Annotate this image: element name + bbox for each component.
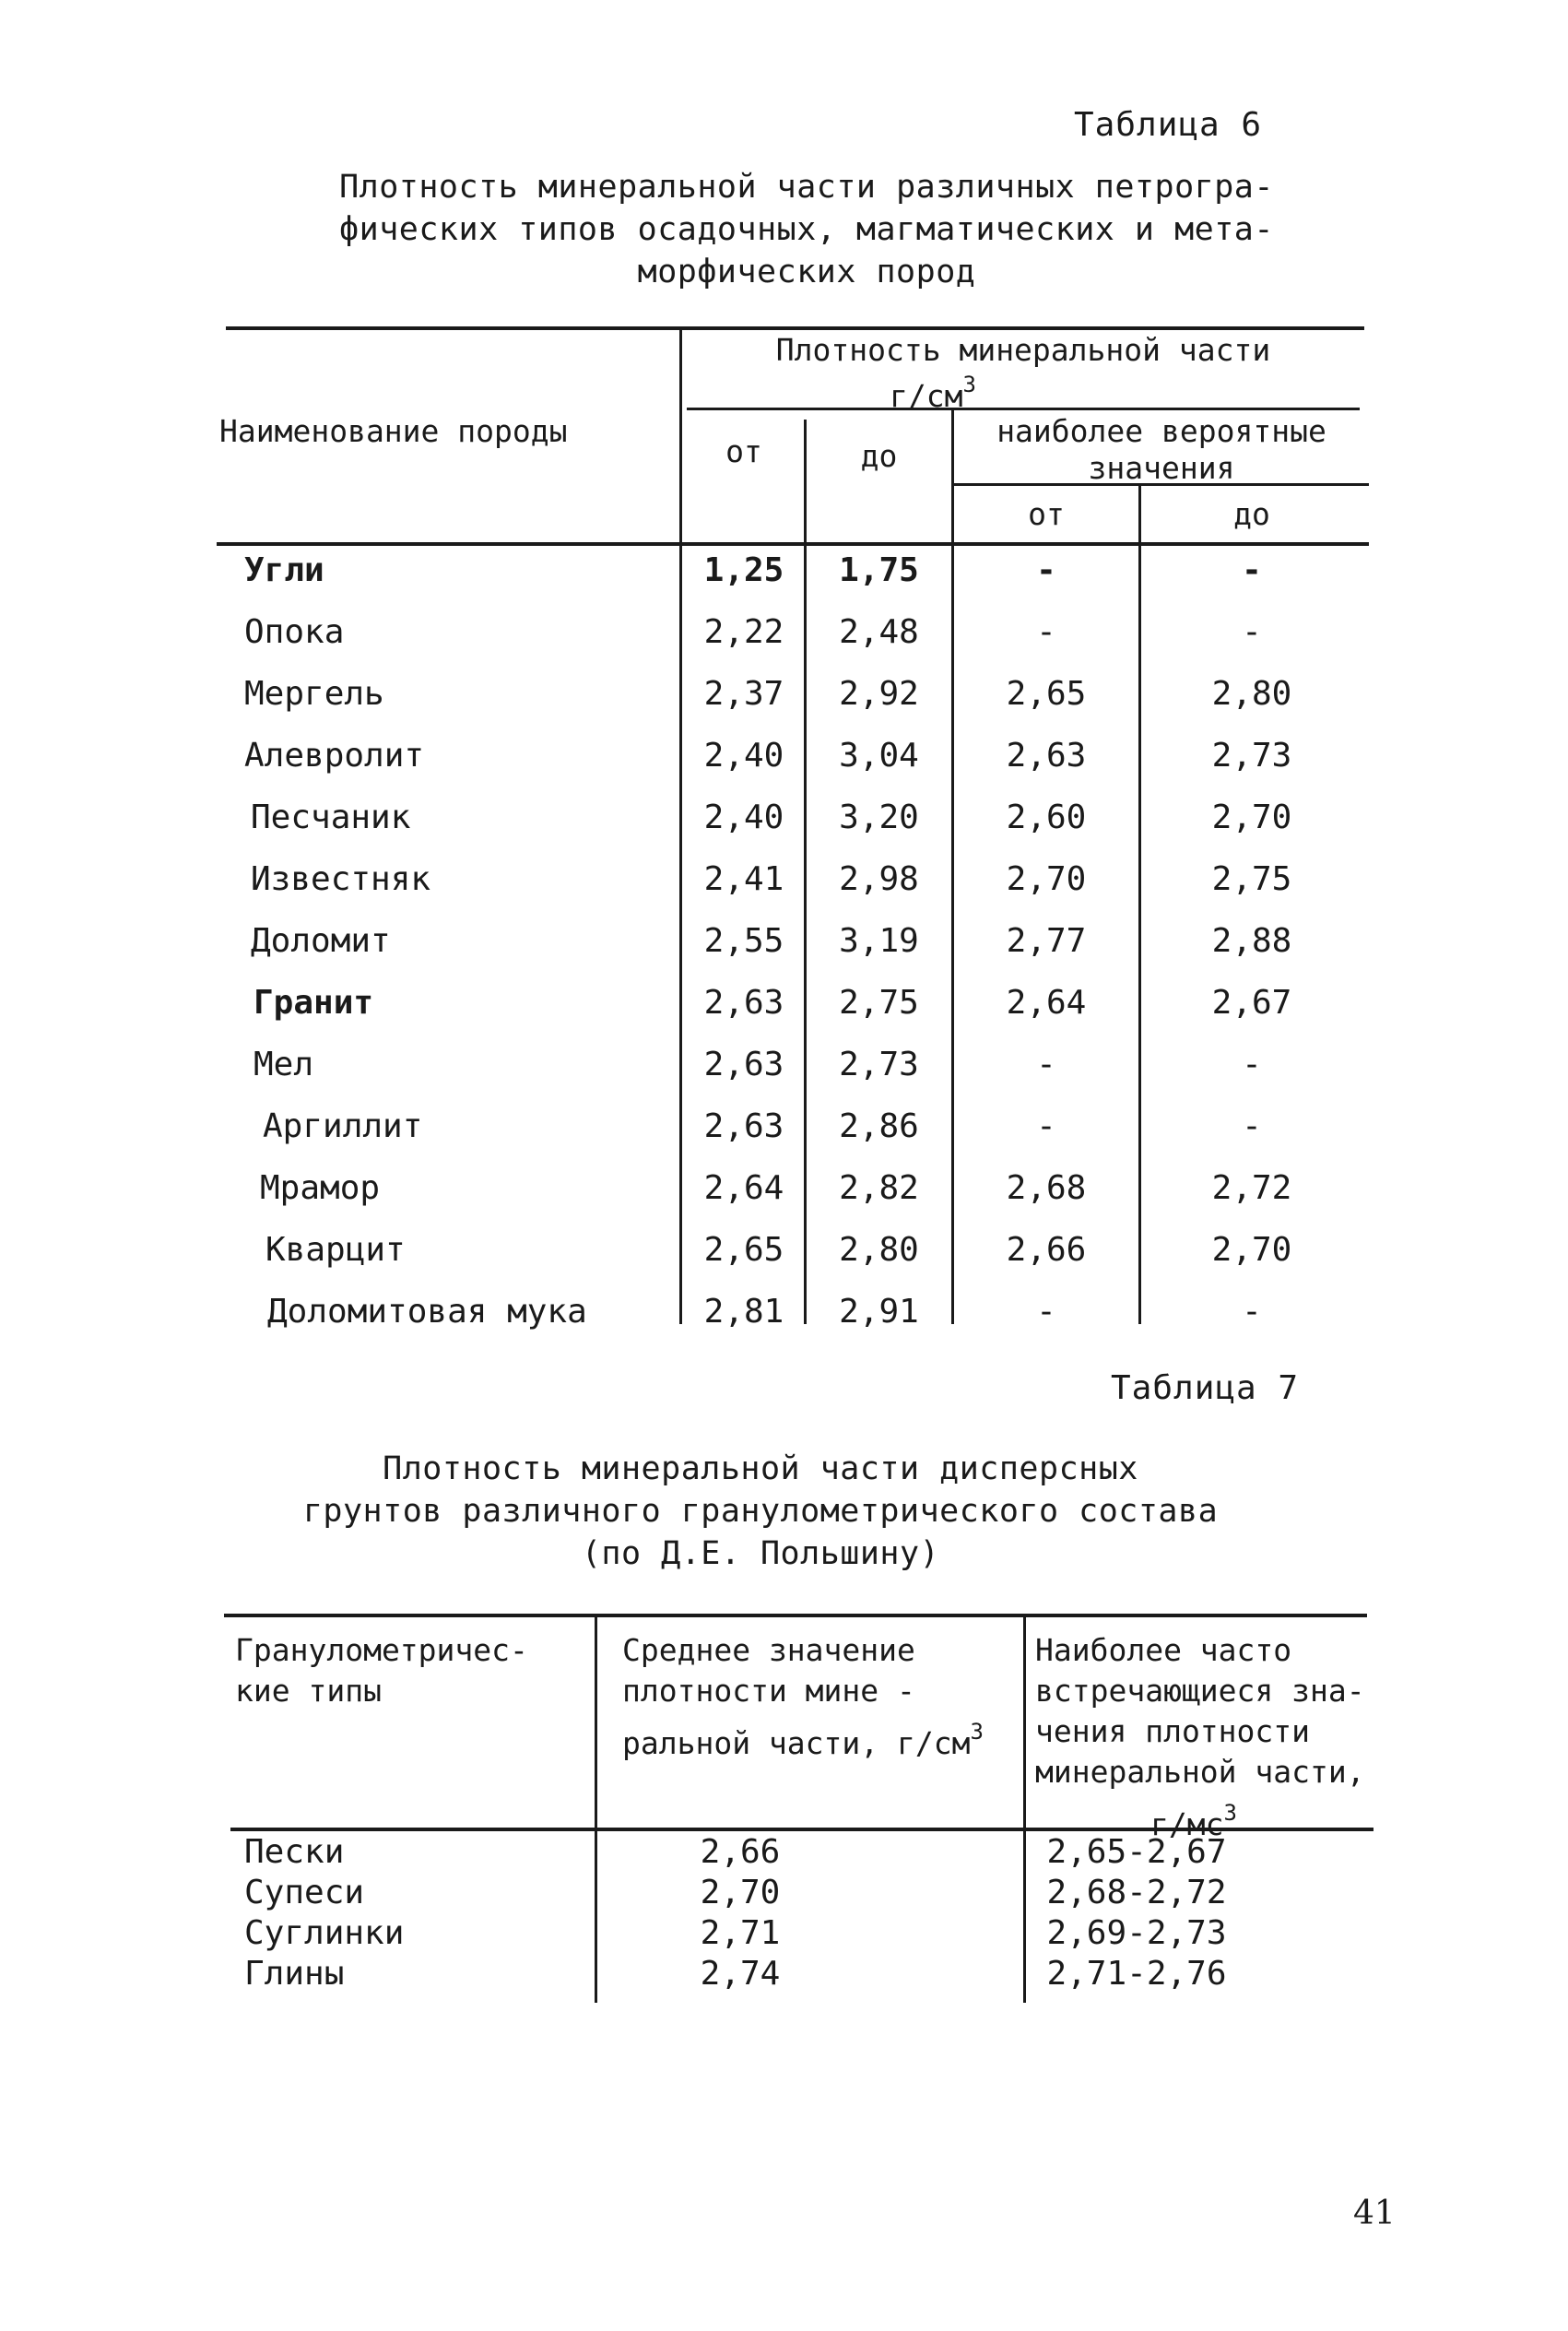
density-from: 2,22 xyxy=(703,613,784,651)
density-to: 2,92 xyxy=(839,675,919,713)
rock-name: Известняк xyxy=(251,860,431,898)
density-from: 2,63 xyxy=(703,1107,784,1145)
density-range: 2,71-2,76 xyxy=(1046,1955,1227,1993)
table6-row xyxy=(0,1293,1568,1348)
probable-to: 2,73 xyxy=(1211,737,1292,775)
table6-header-to: до xyxy=(860,438,898,474)
table6-row xyxy=(0,1231,1568,1286)
rock-name: Угли xyxy=(244,551,324,589)
table7-row xyxy=(0,1955,1568,1995)
density-to: 2,80 xyxy=(839,1231,919,1269)
mean-density: 2,74 xyxy=(700,1955,781,1993)
probable-to: 2,80 xyxy=(1211,675,1292,713)
table6-row xyxy=(0,675,1568,730)
table6-top-rule xyxy=(226,326,1364,330)
density-from: 2,65 xyxy=(703,1231,784,1269)
table6-row xyxy=(0,1107,1568,1163)
table7-caption-line: (по Д.Е. Польшину) xyxy=(581,1535,940,1572)
table7-row xyxy=(0,1833,1568,1874)
table6-row xyxy=(0,984,1568,1039)
probable-from: 2,64 xyxy=(1006,984,1087,1022)
rock-name: Мел xyxy=(253,1046,314,1083)
table6-row xyxy=(0,799,1568,854)
table6-caption-line: морфических пород xyxy=(637,254,976,290)
table6-header-prob-to: до xyxy=(1233,496,1270,532)
probable-from: 2,65 xyxy=(1006,675,1087,713)
density-from: 2,40 xyxy=(703,737,784,775)
density-range: 2,68-2,72 xyxy=(1046,1874,1227,1911)
soil-type: Глины xyxy=(244,1955,345,1993)
probable-to: - xyxy=(1242,1293,1262,1331)
table6-row xyxy=(0,737,1568,792)
density-to: 2,75 xyxy=(839,984,919,1022)
density-to: 1,75 xyxy=(839,551,919,589)
table7-row xyxy=(0,1914,1568,1955)
probable-to: 2,70 xyxy=(1211,1231,1292,1269)
density-from: 2,63 xyxy=(703,984,784,1022)
density-from: 2,63 xyxy=(703,1046,784,1083)
table6-row xyxy=(0,613,1568,669)
probable-from: - xyxy=(1036,1107,1056,1145)
density-to: 2,82 xyxy=(839,1169,919,1207)
probable-to: 2,75 xyxy=(1211,860,1292,898)
density-from: 1,25 xyxy=(703,551,784,589)
table6-header-unit: $г/см^3$ xyxy=(890,372,976,414)
rock-name: Мрамор xyxy=(260,1169,381,1207)
table7-header-type: Гранулометричес- кие типы xyxy=(235,1632,528,1709)
probable-to: 2,70 xyxy=(1211,799,1292,836)
table6-caption-line: фических типов осадочных, магматических и мета- xyxy=(339,211,1274,248)
density-range: 2,69-2,73 xyxy=(1046,1914,1227,1952)
table6-caption xyxy=(277,166,1337,293)
table7-caption xyxy=(230,1448,1291,1575)
density-from: 2,41 xyxy=(703,860,784,898)
probable-to: - xyxy=(1242,1107,1262,1145)
rock-name: Гранит xyxy=(253,984,374,1022)
probable-from: - xyxy=(1036,1046,1056,1083)
table6-row xyxy=(0,922,1568,977)
table6-row xyxy=(0,860,1568,916)
density-to: 2,48 xyxy=(839,613,919,651)
table7-header-range: Наиболее часто встречающиеся зна- чения плотности минеральной части, $г/мс^3$ xyxy=(1035,1632,1365,1842)
soil-type: Пески xyxy=(244,1833,345,1871)
rock-name: Алевролит xyxy=(244,737,425,775)
rock-name: Аргиллит xyxy=(263,1107,423,1145)
table6-caption-line: Плотность минеральной части различных петрогра- xyxy=(339,169,1274,206)
page-number: 41 xyxy=(1353,2195,1396,2232)
density-from: 2,55 xyxy=(703,922,784,960)
density-from: 2,37 xyxy=(703,675,784,713)
density-to: 2,86 xyxy=(839,1107,919,1145)
mean-density: 2,70 xyxy=(700,1874,781,1911)
rock-name: Песчаник xyxy=(251,799,411,836)
rock-name: Мергель xyxy=(244,675,384,713)
table7-row xyxy=(0,1874,1568,1914)
table6-header-name: Наименование породы xyxy=(219,413,568,449)
density-to: 3,04 xyxy=(839,737,919,775)
table6-header-prob-from: от xyxy=(1028,496,1065,532)
soil-type: Суглинки xyxy=(244,1914,405,1952)
probable-from: 2,70 xyxy=(1006,860,1087,898)
density-from: 2,40 xyxy=(703,799,784,836)
table7-caption-line: Плотность минеральной части дисперсных xyxy=(383,1450,1138,1487)
probable-to: - xyxy=(1242,551,1262,589)
probable-from: - xyxy=(1036,1293,1056,1331)
probable-from: - xyxy=(1036,613,1056,651)
table7-header-mean: Среднее значение плотности мине - ральной части, $г/см^3$ xyxy=(622,1632,984,1761)
rock-name: Доломитовая мука xyxy=(267,1293,587,1331)
table6-header-probable-2: значения xyxy=(1088,450,1235,486)
probable-from: 2,68 xyxy=(1006,1169,1087,1207)
probable-to: - xyxy=(1242,613,1262,651)
probable-to: 2,67 xyxy=(1211,984,1292,1022)
table7-top-rule xyxy=(224,1614,1367,1617)
table6-header-probable: наиболее вероятные xyxy=(996,413,1326,449)
probable-to: 2,72 xyxy=(1211,1169,1292,1207)
probable-from: 2,60 xyxy=(1006,799,1087,836)
probable-to: 2,88 xyxy=(1211,922,1292,960)
probable-from: - xyxy=(1036,551,1056,589)
table6-subheader-rule xyxy=(687,408,1360,410)
table7-label: Таблица 7 xyxy=(1111,1369,1300,1407)
density-from: 2,64 xyxy=(703,1169,784,1207)
rock-name: Опока xyxy=(244,613,345,651)
table6-header-bottom-rule xyxy=(217,542,1369,546)
mean-density: 2,71 xyxy=(700,1914,781,1952)
table7-caption-line: грунтов различного гранулометрического состава xyxy=(302,1493,1219,1530)
soil-type: Супеси xyxy=(244,1874,365,1911)
table6-row xyxy=(0,1169,1568,1225)
rock-name: Кварцит xyxy=(265,1231,406,1269)
density-from: 2,81 xyxy=(703,1293,784,1331)
table6-label: Таблица 6 xyxy=(1074,106,1263,144)
probable-to: - xyxy=(1242,1046,1262,1083)
mean-density: 2,66 xyxy=(700,1833,781,1871)
table6-header-from: от xyxy=(725,433,762,469)
probable-from: 2,63 xyxy=(1006,737,1087,775)
density-to: 2,98 xyxy=(839,860,919,898)
density-to: 3,20 xyxy=(839,799,919,836)
table6-row xyxy=(0,1046,1568,1101)
density-to: 3,19 xyxy=(839,922,919,960)
density-to: 2,91 xyxy=(839,1293,919,1331)
table6-header-density: Плотность минеральной части xyxy=(775,332,1271,368)
probable-from: 2,77 xyxy=(1006,922,1087,960)
density-range: 2,65-2,67 xyxy=(1046,1833,1227,1871)
density-to: 2,73 xyxy=(839,1046,919,1083)
rock-name: Доломит xyxy=(251,922,391,960)
table6-row xyxy=(0,551,1568,607)
probable-from: 2,66 xyxy=(1006,1231,1087,1269)
